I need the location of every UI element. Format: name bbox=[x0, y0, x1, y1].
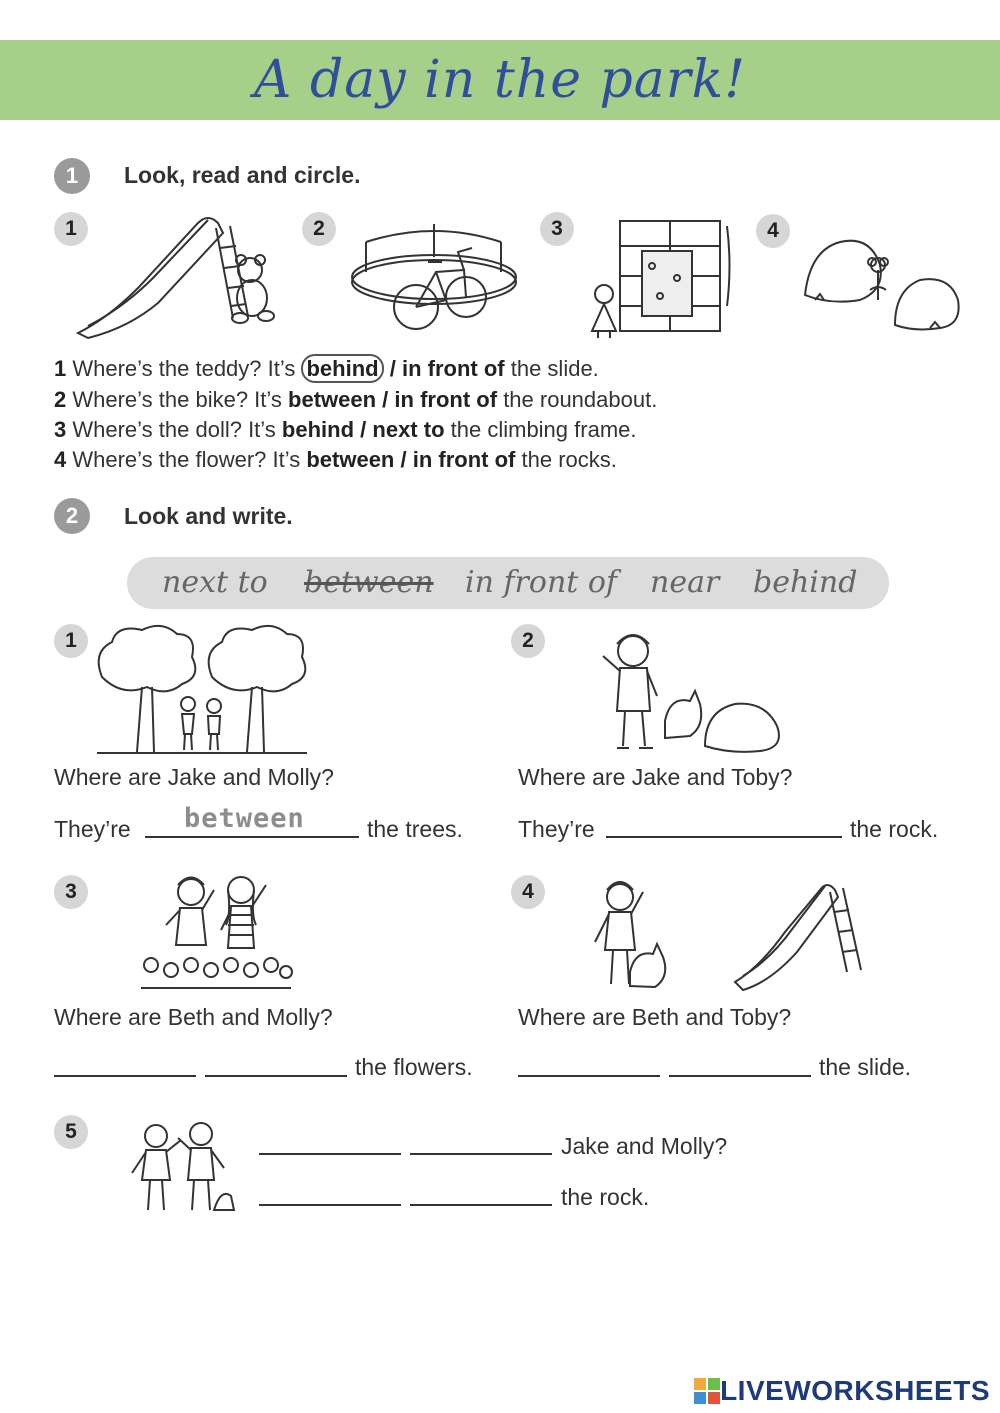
item-2-prefix: They’re bbox=[518, 816, 595, 842]
option-behind-circled[interactable]: behind bbox=[301, 354, 383, 383]
slide-teddy-picture bbox=[68, 208, 278, 343]
option-between[interactable]: between bbox=[306, 447, 395, 472]
exercise-2-instruction: Look and write. bbox=[124, 503, 293, 529]
question-line-4: 4 Where’s the flower? It’s between / in front of the rocks. bbox=[54, 447, 617, 472]
option-next-to[interactable]: next to bbox=[372, 417, 445, 442]
item-2-suffix: the rock. bbox=[850, 816, 939, 842]
item-5-line2-suffix: the rock. bbox=[561, 1184, 650, 1210]
item-5-blank-4[interactable] bbox=[410, 1204, 552, 1206]
title-banner bbox=[0, 40, 1000, 120]
exercise-2-badge: 2 bbox=[54, 498, 90, 534]
page-title: A day in the park! bbox=[253, 50, 747, 110]
word-between-used: between bbox=[304, 565, 434, 600]
option-in-front-of[interactable]: in front of bbox=[394, 387, 498, 412]
item-number: 4 bbox=[511, 875, 545, 909]
item-5-blank-3[interactable] bbox=[259, 1204, 401, 1206]
item-1-prefix: They’re bbox=[54, 816, 131, 842]
item-number: 5 bbox=[54, 1115, 88, 1149]
option-in-front-of[interactable]: in front of bbox=[412, 447, 516, 472]
item-4-blank-1[interactable] bbox=[518, 1075, 660, 1077]
item-number: 1 bbox=[54, 624, 88, 658]
item-1-blank[interactable] bbox=[145, 836, 359, 838]
rocks-flower-picture bbox=[800, 230, 965, 335]
exercise-1-instruction: Look, read and circle. bbox=[124, 162, 361, 188]
question-line-3: 3 Where’s the doll? It’s behind / next to the climbing frame. bbox=[54, 417, 637, 442]
brand-name: LIVEWORKSHEETS bbox=[720, 1375, 990, 1406]
picture-number: 3 bbox=[540, 212, 574, 246]
word-next-to: next to bbox=[162, 565, 268, 600]
exercise-1-badge: 1 bbox=[54, 158, 90, 194]
word-behind: behind bbox=[753, 565, 858, 600]
item-3-question: Where are Beth and Molly? bbox=[54, 1004, 333, 1030]
beth-toby-slide-picture bbox=[585, 872, 870, 997]
item-1-question: Where are Jake and Molly? bbox=[54, 764, 334, 790]
jake-molly-picture bbox=[126, 1118, 236, 1218]
question-line-1: 1 Where’s the teddy? It’s behind / in front of the slide. bbox=[54, 356, 599, 381]
word-near: near bbox=[650, 565, 720, 600]
jake-molly-trees-picture bbox=[92, 622, 312, 757]
beth-molly-flowers-picture bbox=[136, 870, 296, 995]
roundabout-bike-picture bbox=[346, 212, 521, 337]
item-5-line1-suffix: Jake and Molly? bbox=[561, 1133, 728, 1159]
liveworksheets-logo bbox=[694, 1375, 990, 1407]
item-5-blank-2[interactable] bbox=[410, 1153, 552, 1155]
item-5-blank-1[interactable] bbox=[259, 1153, 401, 1155]
item-3-suffix: the flowers. bbox=[355, 1054, 473, 1080]
picture-number: 2 bbox=[302, 212, 336, 246]
option-behind[interactable]: behind bbox=[281, 417, 355, 442]
word-bank bbox=[127, 557, 889, 609]
picture-number: 1 bbox=[54, 212, 88, 246]
picture-number: 4 bbox=[756, 214, 790, 248]
item-4-suffix: the slide. bbox=[819, 1054, 912, 1080]
item-1-answer[interactable]: between bbox=[184, 803, 305, 834]
item-4-question: Where are Beth and Toby? bbox=[518, 1004, 792, 1030]
item-number: 3 bbox=[54, 875, 88, 909]
item-number: 2 bbox=[511, 624, 545, 658]
liveworksheets-logo-icon bbox=[694, 1378, 720, 1404]
item-1-suffix: the trees. bbox=[367, 816, 463, 842]
question-line-2: 2 Where’s the bike? It’s between / in front of the roundabout. bbox=[54, 387, 658, 412]
option-between[interactable]: between bbox=[288, 387, 377, 412]
climbing-frame-doll-picture bbox=[582, 216, 742, 341]
item-3-blank-1[interactable] bbox=[54, 1075, 196, 1077]
item-2-blank[interactable] bbox=[606, 836, 842, 838]
item-2-question: Where are Jake and Toby? bbox=[518, 764, 793, 790]
item-4-blank-2[interactable] bbox=[669, 1075, 811, 1077]
item-3-blank-2[interactable] bbox=[205, 1075, 347, 1077]
word-in-front-of: in front of bbox=[465, 565, 618, 600]
option-in-front-of[interactable]: in front of bbox=[401, 356, 505, 381]
jake-toby-rock-picture bbox=[595, 626, 790, 756]
